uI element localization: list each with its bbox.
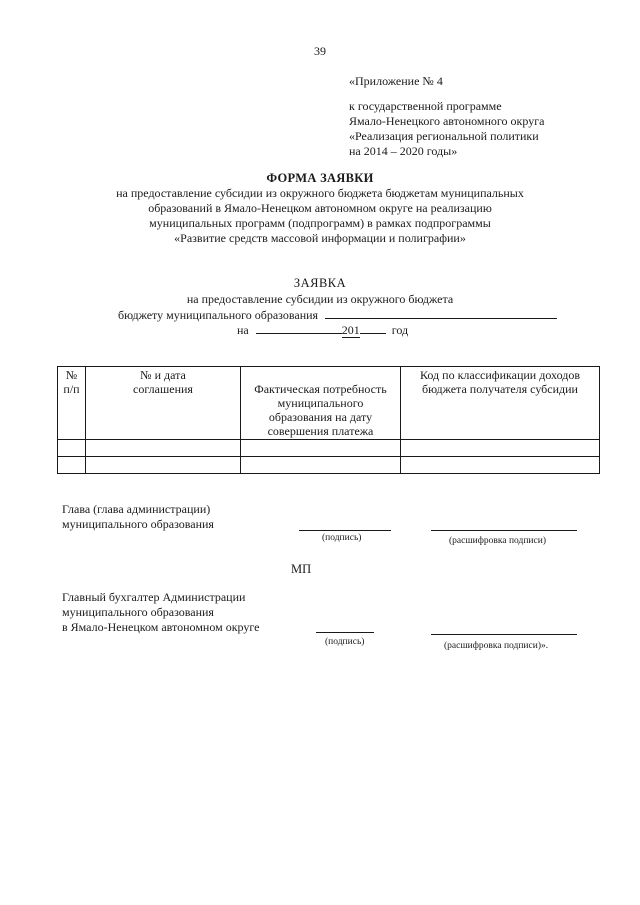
table-cell[interactable] xyxy=(401,440,600,457)
date-blank-field[interactable] xyxy=(256,322,342,334)
accountant-label-line: Главный бухгалтер Администрации xyxy=(62,590,246,604)
table-row xyxy=(58,457,600,474)
form-subtitle-line: муниципальных программ (подпрограмм) в рамках подпрограммы xyxy=(149,216,491,230)
stamp-mark: МП xyxy=(291,562,312,576)
header-agreement: № и дата соглашения xyxy=(86,367,241,440)
header-need: Фактическая потребность муниципального образования на дату совершения платежа xyxy=(241,367,401,440)
table-cell[interactable] xyxy=(241,440,401,457)
form-subtitle-line: образований в Ямало-Ненецком автономном округе на реализацию xyxy=(148,201,492,215)
accountant-decode-field[interactable] xyxy=(431,634,577,635)
accountant-signature-label xyxy=(62,590,259,635)
accountant-decode-caption: (расшифровка подписи)». xyxy=(444,641,549,651)
accountant-sign-field[interactable] xyxy=(316,632,374,633)
form-subtitle-line: на предоставление субсидии из окружного бюджета бюджетам муниципальных xyxy=(116,186,524,200)
head-decode-caption: (расшифровка подписи) xyxy=(449,536,546,546)
head-label-line: муниципального образования xyxy=(62,517,214,531)
year-prefix: 201 xyxy=(341,323,360,337)
page-number: 39 xyxy=(314,44,326,58)
table-cell[interactable] xyxy=(86,457,241,474)
accountant-sign-caption: (подпись) xyxy=(325,637,365,647)
head-sign-caption: (подпись) xyxy=(322,533,362,543)
table-row xyxy=(58,440,600,457)
application-line1: на предоставление субсидии из окружного бюджета xyxy=(186,292,454,306)
form-title: ФОРМА ЗАЯВКИ xyxy=(266,171,374,185)
annex-title: «Приложение № 4 xyxy=(349,74,443,88)
annex-line: Ямало-Ненецкого автономного округа xyxy=(349,114,545,128)
head-decode-field[interactable] xyxy=(431,530,577,531)
municipality-label: бюджету муниципального образования xyxy=(118,308,319,322)
accountant-label-line: в Ямало-Ненецком автономном округе xyxy=(62,620,260,634)
header-code: Код по классификации доходов бюджета получателя субсидии xyxy=(401,367,600,440)
subsidy-table xyxy=(57,366,600,474)
year-suffix: год xyxy=(391,323,409,337)
table-cell[interactable] xyxy=(58,457,86,474)
year-blank-field[interactable] xyxy=(360,322,386,334)
form-subtitle xyxy=(0,186,640,246)
municipality-blank-field[interactable] xyxy=(325,307,557,319)
form-subtitle-line: «Развитие средств массовой информации и полиграфии» xyxy=(174,231,466,245)
table-header-row xyxy=(58,367,600,440)
table-cell[interactable] xyxy=(86,440,241,457)
annex-line: к государственной программе xyxy=(349,99,502,113)
head-sign-field[interactable] xyxy=(299,530,391,531)
table-cell[interactable] xyxy=(241,457,401,474)
header-number: № п/п xyxy=(58,367,86,440)
date-prefix: на xyxy=(237,323,249,337)
annex-line: на 2014 – 2020 годы» xyxy=(349,144,458,158)
table-cell[interactable] xyxy=(58,440,86,457)
application-date-line xyxy=(237,322,408,338)
accountant-label-line: муниципального образования xyxy=(62,605,214,619)
annex-line: «Реализация региональной политики xyxy=(349,129,539,143)
table-cell[interactable] xyxy=(401,457,600,474)
head-label-line: Глава (глава администрации) xyxy=(62,502,211,516)
annex-block xyxy=(349,74,544,159)
head-signature-label xyxy=(62,502,214,532)
application-line2 xyxy=(118,307,557,323)
application-title: ЗАЯВКА xyxy=(293,276,347,290)
